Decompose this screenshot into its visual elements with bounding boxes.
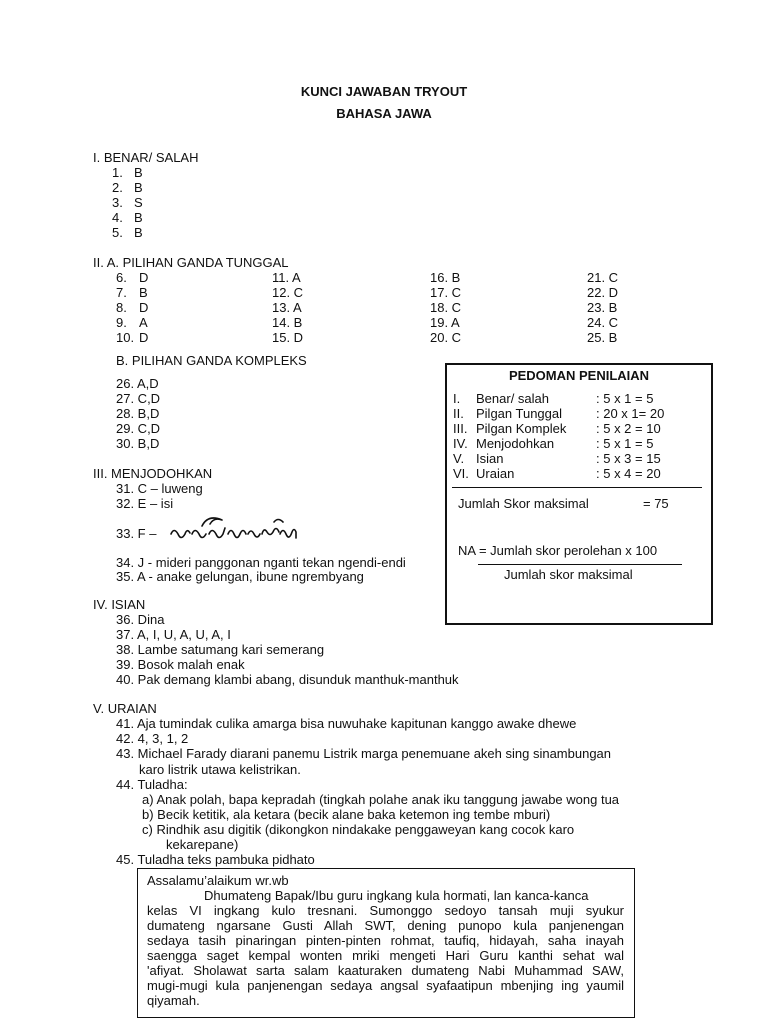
answer-item: 40. Pak demang klambi abang, disunduk manthuk-manthuk: [116, 672, 459, 687]
answer-value: D: [139, 300, 149, 315]
rubric-row-number: VI.: [453, 466, 469, 481]
answer-number: 1.: [112, 165, 123, 180]
answer-number: 10.: [116, 330, 135, 345]
answer-number: 9.: [116, 315, 127, 330]
answer-value: D: [139, 270, 149, 285]
answer-item: 42. 4, 3, 1, 2: [116, 731, 189, 746]
answer-item: 22. D: [587, 285, 619, 300]
answer-item-continuation: karo listrik utawa kelistrikan.: [139, 762, 301, 777]
section-heading-pilihan-ganda-tunggal: II. A. PILIHAN GANDA TUNGGAL: [93, 255, 289, 270]
rubric-row-label: Pilgan Tunggal: [476, 406, 563, 421]
speech-line: dumateng ngarsane Gusti Allah SWT, dening punopo kula panjenengan: [147, 918, 624, 933]
rubric-row-number: III.: [453, 421, 468, 436]
rubric-row-number: II.: [453, 406, 464, 421]
rubric-row-number: IV.: [453, 436, 468, 451]
answer-item: 12. C: [272, 285, 304, 300]
answer-item: 31. C – luweng: [116, 481, 203, 496]
rubric-row-label: Benar/ salah: [476, 391, 549, 406]
answer-item: 21. C: [587, 270, 619, 285]
rubric-total-label: Jumlah Skor maksimal: [458, 496, 589, 511]
answer-number: 5.: [112, 225, 123, 240]
section-heading-benar-salah: I. BENAR/ SALAH: [93, 150, 199, 165]
answer-item: 33. F –: [116, 526, 157, 541]
answer-item: 27. C,D: [116, 391, 161, 406]
answer-item: 45. Tuladha teks pambuka pidhato: [116, 852, 315, 867]
section-heading-pilihan-ganda-kompleks: B. PILIHAN GANDA KOMPLEKS: [116, 353, 307, 368]
answer-value: D: [139, 330, 149, 345]
answer-item: 36. Dina: [116, 612, 165, 627]
rubric-row-label: Menjodohkan: [476, 436, 555, 451]
answer-item: 44. Tuladha:: [116, 777, 188, 792]
answer-value: B: [134, 165, 143, 180]
speech-line: Dhumateng Bapak/Ibu guru ingkang kula hormati, lan kanca-kanca: [204, 888, 589, 903]
answer-number: 8.: [116, 300, 127, 315]
answer-item: 25. B: [587, 330, 618, 345]
answer-item: 34. J - mideri panggonan nganti tekan ngendi-endi: [116, 555, 406, 570]
rubric-row-label: Uraian: [476, 466, 515, 481]
answer-item: 35. A - anake gelungan, ibune ngrembyang: [116, 569, 364, 584]
rubric-row-label: Pilgan Komplek: [476, 421, 567, 436]
rubric-total-value: = 75: [643, 496, 669, 511]
answer-item: 11. A: [272, 270, 301, 285]
answer-item: 30. B,D: [116, 436, 160, 451]
rubric-row-number: I.: [453, 391, 461, 406]
section-heading-isian: IV. ISIAN: [93, 597, 146, 612]
answer-item: 13. A: [272, 300, 302, 315]
speech-line: kelas VI ingkang kulo tresnani. Sumonggo sedoyo tansah muji syukur: [147, 903, 624, 918]
rubric-row-label: Isian: [476, 451, 504, 466]
rubric-divider: [452, 487, 702, 488]
answer-item: 15. D: [272, 330, 304, 345]
speech-line: 'afiyat. Sholawat sarta salam kaaturaken dumateng Nabi Muhammad SAW,: [147, 963, 624, 978]
answer-number: 3.: [112, 195, 123, 210]
rubric-row-number: V.: [453, 451, 465, 466]
answer-value: B: [134, 225, 143, 240]
javanese-script-image: [168, 512, 300, 544]
na-formula-denominator: Jumlah skor maksimal: [504, 567, 633, 582]
answer-item: 38. Lambe satumang kari semerang: [116, 642, 325, 657]
na-formula-fraction-bar: [478, 564, 682, 565]
speech-line: qiyamah.: [147, 993, 200, 1008]
answer-item: 41. Aja tumindak culika amarga bisa nuwuhake kapitunan kanggo awake dhewe: [116, 716, 577, 731]
answer-number: 2.: [112, 180, 123, 195]
answer-subitem-continuation: kekarepane): [166, 837, 239, 852]
answer-number: 7.: [116, 285, 127, 300]
page-subtitle: BAHASA JAWA: [336, 106, 432, 121]
speech-line: mugi-mugi kula panjenengan sedaya angsal syafaatipun mbenjing ing yaumil: [147, 978, 624, 993]
answer-number: 6.: [116, 270, 127, 285]
answer-item: 39. Bosok malah enak: [116, 657, 245, 672]
section-heading-menjodohkan: III. MENJODOHKAN: [93, 466, 213, 481]
answer-item: 29. C,D: [116, 421, 161, 436]
speech-greeting: Assalamu’alaikum wr.wb: [147, 873, 289, 888]
answer-value: B: [134, 180, 143, 195]
answer-item: 28. B,D: [116, 406, 160, 421]
answer-value: S: [134, 195, 143, 210]
rubric-row-score: : 5 x 1 = 5: [596, 436, 654, 451]
answer-value: B: [134, 210, 143, 225]
rubric-row-score: : 5 x 3 = 15: [596, 451, 661, 466]
answer-subitem: c) Rindhik asu digitik (dikongkon nindakake penggaweyan kang cocok karo: [142, 822, 575, 837]
answer-item: 18. C: [430, 300, 462, 315]
rubric-row-score: : 5 x 1 = 5: [596, 391, 654, 406]
answer-item: 32. E – isi: [116, 496, 174, 511]
answer-item: 14. B: [272, 315, 303, 330]
grading-guide-title: PEDOMAN PENILAIAN: [508, 368, 650, 383]
answer-item: 26. A,D: [116, 376, 159, 391]
answer-item: 23. B: [587, 300, 618, 315]
section-heading-uraian: V. URAIAN: [93, 701, 157, 716]
answer-item: 17. C: [430, 285, 462, 300]
answer-item: 16. B: [430, 270, 461, 285]
na-formula-numerator: NA = Jumlah skor perolehan x 100: [458, 543, 658, 558]
answer-item: 20. C: [430, 330, 462, 345]
answer-item: 19. A: [430, 315, 460, 330]
answer-subitem: b) Becik ketitik, ala ketara (becik alane baka ketemon ing tembe mburi): [142, 807, 551, 822]
rubric-row-score: : 20 x 1= 20: [596, 406, 665, 421]
answer-subitem: a) Anak polah, bapa kepradah (tingkah polahe anak iku tanggung jawabe wong tua: [142, 792, 620, 807]
rubric-row-score: : 5 x 2 = 10: [596, 421, 661, 436]
answer-item: 24. C: [587, 315, 619, 330]
answer-number: 4.: [112, 210, 123, 225]
answer-value: A: [139, 315, 148, 330]
speech-line: sedaya tasih pinaringan pinten-pinten rohmat, taufiq, hidayah, saha inayah: [147, 933, 624, 948]
rubric-row-score: : 5 x 4 = 20: [596, 466, 661, 481]
page-title: KUNCI JAWABAN TRYOUT: [300, 84, 468, 99]
speech-line: saengga saget kempal wonten mriki mengeti Hari Guru kanthi sehat wal: [147, 948, 624, 963]
answer-item: 43. Michael Farady diarani panemu Listrik marga penemuane akeh sing sinambungan: [116, 746, 612, 761]
answer-value: B: [139, 285, 148, 300]
answer-item: 37. A, I, U, A, U, A, I: [116, 627, 231, 642]
